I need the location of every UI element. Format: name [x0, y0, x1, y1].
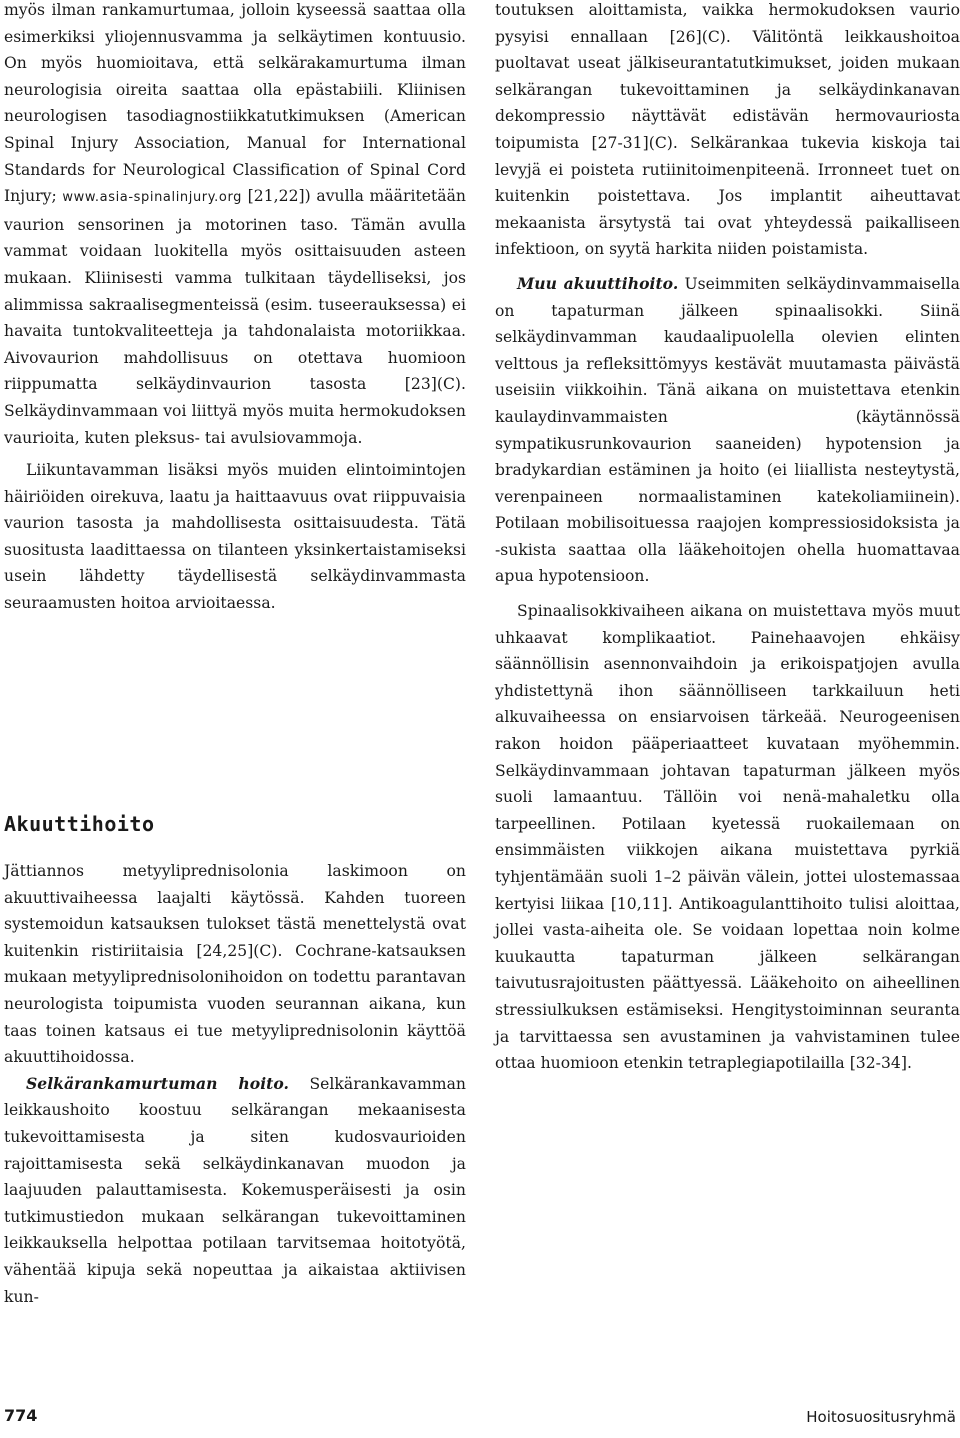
paragraph-lead: Muu akuuttihoito.: [517, 273, 679, 293]
right-column: [495, 0, 960, 1077]
page-number: 774: [4, 1406, 38, 1425]
body-paragraph: Jättiannos metyyliprednisolonia laskimoon on akuuttivaiheessa laajalti käytössä. Kahden tuoreen systemoidun katsauksen tulokset tästä menettelystä ovat kuitenkin ristiriitaisia [24,25](C). Cochrane-katsauksen mukaan metyyliprednisolonihoidon on todettu parantavan neurologista toipumista vuoden seurannan aikana, kun taas toinen katsaus ei tue metyyliprednisolonin käyttöä akuuttihoidossa.: [4, 862, 466, 1067]
body-paragraph: Spinaalisokkivaiheen aikana on muistettava myös muut uhkaavat komplikaatiot. Painehaavojen ehkäisy säännöllisin asennonvaihdoin ja erikoispatjojen avulla yhdistettynä ihon säännölliseen tarkkailuun heti alkuvaiheessa on ensiarvoisen tärkeää. Neurogeenisen rakon hoidon pääperiaatteet kuvataan myöhemmin. Selkäydinvammaan johtavan tapaturman jälkeen myös suoli lamaantuu. Tällöin voi nenä-mahaletku olla tarpeellinen. Potilaan kyetessä ruokailemaan on ensimmäisten viikkojen aikana muistettava pyrkiä tyhjentämään suoli 1–2 päivän välein, jottei ulostemassaa kertyisi liikaa [10,11]. Antikoagulanttihoito tulisi aloittaa, jollei vasta-aiheita ole. Se voidaan lopettaa noin kolme kuukautta tapaturman jälkeen selkärangan taivutusrajoitusten päättyessä. Lääkehoito on aiheellinen stressiulkuksen estämiseksi. Hengitystoiminnan seuranta ja tarvittaessa sen avustaminen ja vahvistaminen tulee ottaa huomioon etenkin tetraplegiapotilailla [32-34].: [495, 602, 960, 1073]
left-column: [4, 0, 466, 617]
body-paragraph: myös ilman rankamurtumaa, jolloin kyseessä saattaa olla esimerkiksi yliojennusvamma ja selkäytimen kontuusio. On myös huomioitava, että selkärakamurtuma ilman neurologisia oireita saattaa olla epästabiili. Kliinisen neurologisen tasodiagnostiikkatutkimuksen (American Spinal Injury Association, Manual for International Standards for Neurological Classification of Spinal Cord Injury; www.asia-spinalinjury.org [21,22]) avulla määritetään vaurion sensorinen ja motorinen taso. Tämän avulla vammat voidaan luokitella myös osittaisuuden asteen mukaan. Kliinisesti vamma tulkitaan täydelliseksi, jos alimmissa sakraalisegmenteissä (esim. tuseerauksessa) ei havaita tuntokvaliteetteja ja tahdonalaista motoriikkaa. Aivovaurion mahdollisuus on otettava huomioon riippumatta selkäydinvaurion tasosta [23](C). Selkäydinvammaan voi liittyä myös muita hermokudoksen vaurioita, kuten pleksus- tai avulsiovammoja.: [4, 1, 466, 447]
paragraph-lead: Selkärankamurtuman hoito.: [26, 1073, 289, 1093]
section-heading: Akuuttihoito: [4, 812, 155, 836]
body-paragraph: Liikuntavamman lisäksi myös muiden elintoimintojen häiriöiden oirekuva, laatu ja haittaavuus ovat riippuvaisia vaurion tasosta ja mahdollisesta osittaisuudesta. Tätä suositusta laadittaessa on tilanteen yksinkertaistamiseksi usein lähdetty täydellisestä selkäydinvammasta seuraamusten hoitoa arvioitaessa.: [4, 461, 466, 613]
publication-name: Hoitosuositusryhmä: [806, 1408, 956, 1426]
body-paragraph: toutuksen aloittamista, vaikka hermokudoksen vaurio pysyisi ennallaan [26](C). Välitöntä leikkaushoitoa puoltavat useat jälkiseurantatutkimukset, joiden mukaan selkärangan tukevoittaminen ja selkäydinkanavan dekompressio näyttävät edistävän hermovauriosta toipumista [27-31](C). Selkärankaa tukevia kiskoja tai levyjä ei poisteta rutiinitoimenpiteenä. Irronneet tuet on kuitenkin poistettava. Jos implantit aiheuttavat mekaanista ärsytystä tai ovat yhteydessä paikalliseen infektioon, on syytä harkita niiden poistamista.: [495, 1, 960, 259]
reference-url[interactable]: www.asia-spinalinjury.org: [62, 190, 243, 206]
left-column-lower: [4, 858, 466, 1310]
body-paragraph: Selkärankamurtuman hoito. Selkärankavamman leikkaushoito koostuu selkärangan mekaanisesta tukevoittamisesta ja siten kudosvaurioiden rajoittamisesta sekä selkäydinkanavan muodon ja laajuuden palauttamisesta. Kokemusperäisesti ja osin tutkimustiedon mukaan selkärangan tukevoittaminen leikkauksella helpottaa potilaan tarvitsemaa hoitotyötä, vähentää kipuja sekä nopeuttaa ja aikaistaa aktiivisen kun-: [4, 1073, 466, 1306]
body-paragraph: Muu akuuttihoito. Useimmiten selkäydinvammaisella on tapaturman jälkeen spinaalisokki. Siinä selkäydinvamman kaudaalipuolella olevien elinten velttous ja refleksittömyys kestävät muutamasta päivästä useisiin viikkoihin. Tänä aikana on muistettava etenkin kaulaydinvammaisten (käytännössä sympatikusrunkovaurion saaneiden) hypotension ja bradykardian estäminen ja hoito (ei liiallista nesteytystä, verenpaineen normaalistaminen katekoliamiinein). Potilaan mobilisoituessa raajojen kompressiosidoksista ja -sukista saattaa olla lääkehoitojen ohella huomattavaa apua hypotensioon.: [495, 273, 960, 586]
